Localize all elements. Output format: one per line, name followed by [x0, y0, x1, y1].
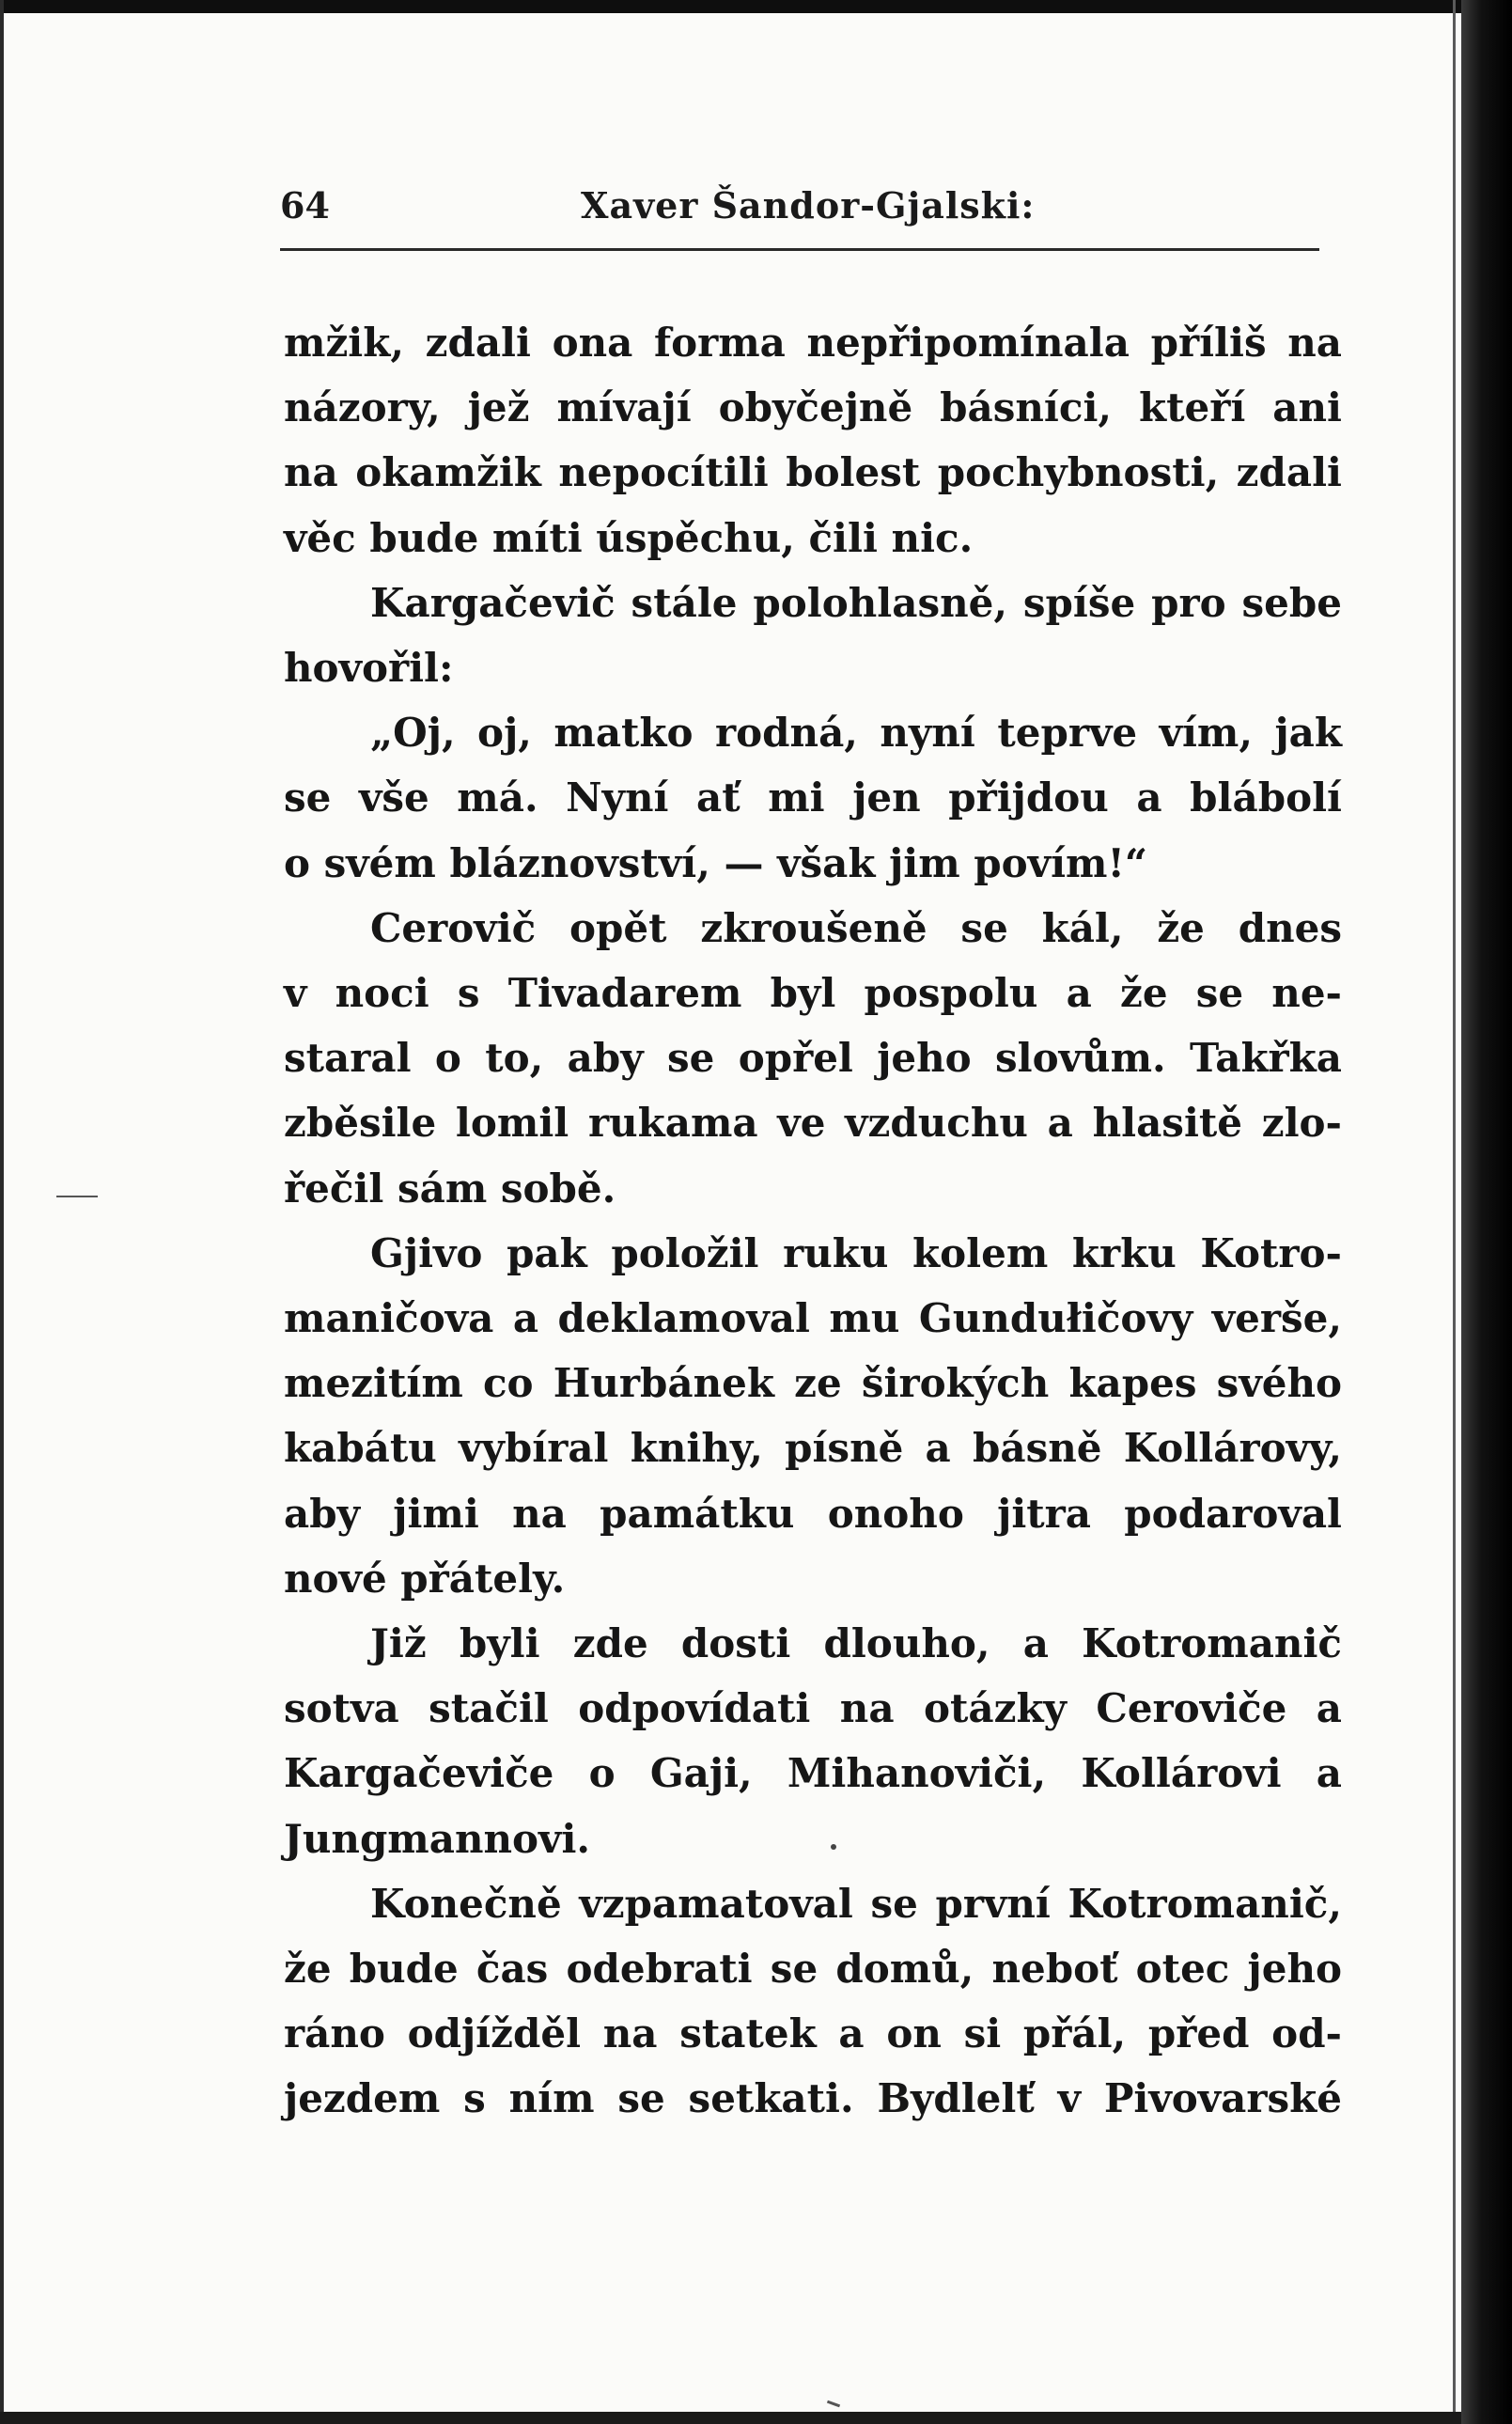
running-header — [280, 184, 1319, 241]
text-line: Konečně vzpamatoval se první Kotromanič, — [370, 1880, 1342, 1927]
running-title: Xaver Šandor-Gjalski: — [581, 184, 1036, 227]
margin-mark — [56, 1196, 98, 1197]
text-line: hovořil: — [284, 645, 454, 692]
text-line: Kargačevič stále polohlasně, spíše pro sebe — [370, 579, 1342, 626]
paragraph — [284, 571, 1342, 700]
text-line: aby jimi na památku onoho jitra podaroval — [284, 1490, 1342, 1537]
scan-bottom-border — [0, 2412, 1461, 2424]
text-line: se vše má. Nyní ať mi jen přijdou a blábolí — [284, 774, 1342, 821]
page-edge-line — [1453, 0, 1456, 2424]
text-line: jezdem s ním se setkati. Bydlelť v Pivovarské — [284, 2075, 1342, 2122]
text-line: „Oj, oj, matko rodná, nyní teprve vím, jak — [370, 710, 1342, 757]
text-line: věc bude míti úspěchu, čili nic. — [284, 514, 974, 561]
page-number: 64 — [280, 184, 330, 227]
text-line: řečil sám sobě. — [284, 1165, 616, 1212]
paragraph — [284, 700, 1342, 896]
text-line: maničova a deklamoval mu Gundułičovy verše, — [284, 1295, 1342, 1342]
text-line: sotva stačil odpovídati na otázky Ceroviče a — [284, 1685, 1342, 1732]
body-text — [284, 310, 1342, 2132]
text-line: názory, jež mívají obyčejně básníci, kteří ani — [284, 384, 1342, 431]
scan-top-border — [0, 0, 1461, 13]
ink-speck — [827, 2401, 840, 2408]
text-line: staral o to, aby se opřel jeho slovům. Takřka — [284, 1035, 1342, 1082]
text-line: Gjivo pak položil ruku kolem krku Kotro- — [370, 1229, 1342, 1276]
text-line: Již byli zde dosti dlouho, a Kotromanič — [370, 1620, 1342, 1667]
scan-left-border — [0, 0, 4, 2424]
paragraph — [284, 896, 1342, 1221]
text-line: ráno odjížděl na statek a on si přál, před od- — [284, 2010, 1342, 2057]
header-rule — [280, 248, 1319, 251]
book-spine-shadow — [1461, 0, 1512, 2424]
paragraph — [284, 1611, 1342, 1871]
paragraph — [284, 1221, 1342, 1611]
text-line: že bude čas odebrati se domů, neboť otec jeho — [284, 1946, 1342, 1993]
text-line: v noci s Tivadarem byl pospolu a že se ne- — [284, 970, 1342, 1017]
text-line: zběsile lomil rukama ve vzduchu a hlasitě zlo- — [284, 1100, 1342, 1147]
text-line: Kargačeviče o Gaji, Mihanoviči, Kollárovi a — [284, 1750, 1342, 1797]
ink-speck — [831, 1844, 836, 1850]
text-line: na okamžik nepocítili bolest pochybnosti, zdali — [284, 449, 1342, 496]
text-line: Cerovič opět zkroušeně se kál, že dnes — [370, 904, 1342, 951]
text-line: Jungmannovi. — [284, 1815, 591, 1862]
text-line: kabátu vybíral knihy, písně a básně Kollárovy, — [284, 1425, 1342, 1472]
paragraph — [284, 310, 1342, 571]
paragraph — [284, 1871, 1342, 2132]
text-line: mezitím co Hurbánek ze širokých kapes svého — [284, 1360, 1342, 1407]
text-line: o svém bláznovství, — však jim povím!“ — [284, 839, 1148, 886]
text-line: mžik, zdali ona forma nepřipomínala příliš na — [284, 320, 1342, 366]
text-line: nové přátely. — [284, 1555, 566, 1602]
